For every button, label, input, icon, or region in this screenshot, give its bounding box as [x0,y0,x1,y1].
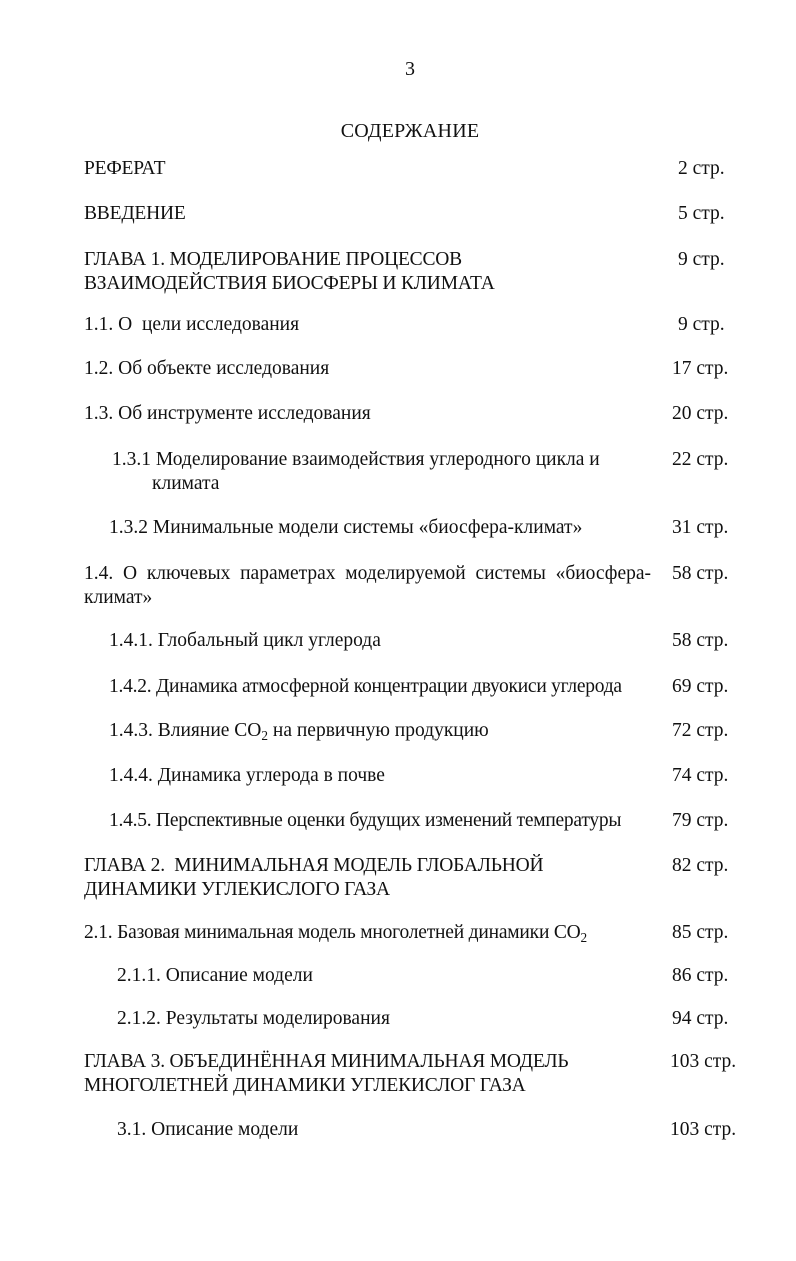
co2-subscript: 2 [261,727,269,743]
toc-entry-page: 9 стр. [678,249,725,270]
toc-entry-page: 82 стр. [672,855,729,876]
toc-entry-page: 85 стр. [672,922,729,943]
toc-entry-chapter-1[interactable] [84,248,734,296]
toc-entry-page: 72 стр. [672,720,729,741]
toc-entry-page: 20 стр. [672,403,729,424]
toc-entry-text: 2.1. Базовая минимальная модель многолетней динамики $CO_2$ [84,922,587,945]
toc-entry-text: 1.3.2 Минимальные модели системы «биосфера-климат» [109,517,583,538]
toc-entry-page: 69 стр. [672,676,729,697]
toc-entry-text: 1.3.1 Моделирование взаимодействия углеродного цикла и климата [112,449,600,494]
page-number: 3 [405,58,415,80]
co2-subscript: 2 [580,929,587,945]
toc-entry-1-1[interactable] [84,313,734,337]
toc-entry-page: 103 стр. [670,1119,737,1140]
toc-entry-text: 1.4.2. Динамика атмосферной концентрации двуокиси углерода [109,676,622,697]
toc-entry-text: 1.2. Об объекте исследования [84,358,330,379]
toc-entry-1-4[interactable] [84,562,734,610]
toc-entry-page: 22 стр. [672,449,729,470]
toc-entry-text-line-2: ВЗАИМОДЕЙСТВИЯ БИОСФЕРЫ И КЛИМАТА [84,273,495,294]
toc-entry-text: 2.1.1. Описание модели [117,965,313,986]
toc-entry-page: 58 стр. [672,563,729,584]
toc-entry-text: 1.4.3. Влияние $CO_2$ на первичную продукцию [109,720,489,743]
toc-entry-page: 9 стр. [678,314,725,335]
toc-entry-page: 17 стр. [672,358,729,379]
toc-entry-2-1-1[interactable] [117,964,734,988]
toc-entry-text: 1.3. Об инструменте исследования [84,403,371,424]
toc-entry-1-4-4[interactable] [109,764,734,788]
toc-entry-2-1[interactable] [84,921,734,945]
toc-entry-text: 3.1. Описание модели [117,1119,299,1140]
toc-entry-1-2[interactable] [84,357,734,381]
toc-entry-page: 74 стр. [672,765,729,786]
toc-entry-1-4-2[interactable] [109,675,734,699]
toc-entry-text: РЕФЕРАТ [84,158,166,179]
toc-entry-chapter-3[interactable] [84,1050,744,1098]
toc-entry-page: 86 стр. [672,965,729,986]
toc-entry-1-4-3[interactable] [109,719,734,743]
toc-entry-1-4-1[interactable] [109,629,734,653]
toc-entry-text: 1.4.5. Перспективные оценки будущих изменений температуры [109,810,622,831]
toc-entry-page: 31 стр. [672,517,729,538]
toc-entry-chapter-2[interactable] [84,854,734,902]
toc-entry-page: 94 стр. [672,1008,729,1029]
toc-entry-page: 5 стр. [678,203,725,224]
toc-entry-page: 79 стр. [672,810,729,831]
toc-entry-text: ВВЕДЕНИЕ [84,203,186,224]
toc-entry-1-3-2[interactable] [109,516,734,540]
toc-entry-text: 1.1. О цели исследования [84,314,300,335]
toc-entry-3-1[interactable] [117,1118,744,1142]
toc-entry-text-line-1: ГЛАВА 2. МИНИМАЛЬНАЯ МОДЕЛЬ ГЛОБАЛЬНОЙ [84,855,544,876]
toc-entry-text: 1.4.1. Глобальный цикл углерода [109,630,381,651]
toc-entry-1-3[interactable] [84,402,734,426]
toc-entry-text: 2.1.2. Результаты моделирования [117,1008,390,1029]
toc-entry-text: 1.4. О ключевых параметрах моделируемой системы «биосфера-климат» [84,563,651,608]
toc-entry-page: 2 стр. [678,158,725,179]
toc-entry-1-4-5[interactable] [109,809,734,833]
toc-entry-abstract[interactable] [84,157,734,181]
toc-entry-text-line-2: ДИНАМИКИ УГЛЕКИСЛОГО ГАЗА [84,879,390,900]
toc-entry-page: 58 стр. [672,630,729,651]
toc-entry-text-line-1: ГЛАВА 3. ОБЪЕДИНЁННАЯ МИНИМАЛЬНАЯ МОДЕЛЬ [84,1051,569,1072]
toc-entry-introduction[interactable] [84,202,734,226]
toc-entry-page: 103 стр. [670,1051,737,1072]
toc-title: СОДЕРЖАНИЕ [340,120,480,142]
toc-entry-text-line-2: МНОГОЛЕТНЕЙ ДИНАМИКИ УГЛЕКИСЛОГ ГАЗА [84,1075,526,1096]
toc-entry-text-line-1: ГЛАВА 1. МОДЕЛИРОВАНИЕ ПРОЦЕССОВ [84,249,462,270]
toc-entry-text: 1.4.4. Динамика углерода в почве [109,765,385,786]
toc-entry-1-3-1[interactable] [112,448,734,496]
toc-entry-2-1-2[interactable] [117,1007,734,1031]
